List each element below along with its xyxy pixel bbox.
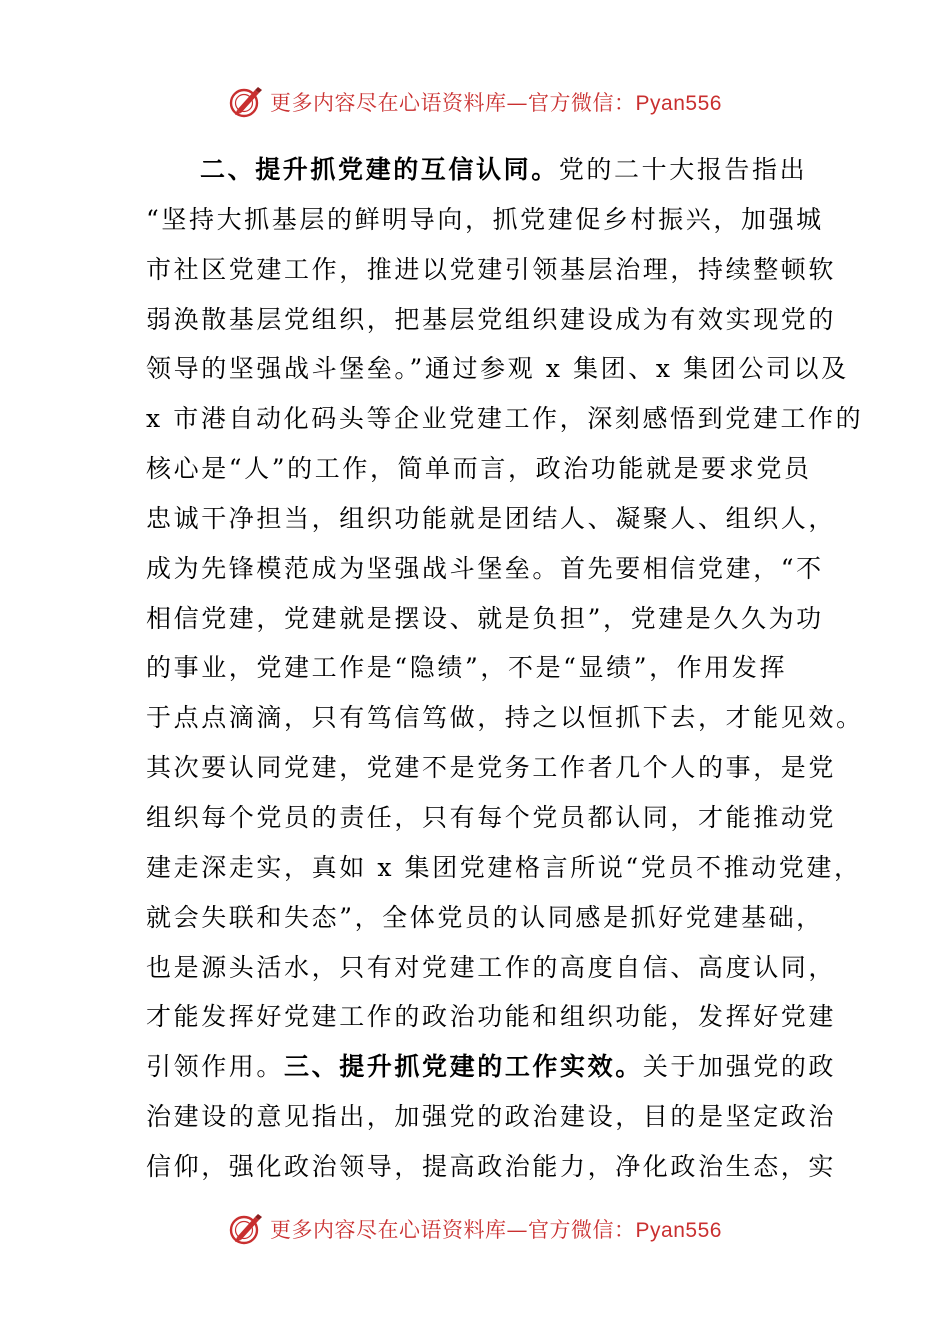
line-text: 市社区党建工作，推进以党建引领基层治理，持续整顿软 — [146, 254, 837, 284]
paragraph-line — [146, 195, 824, 245]
footer-watermark — [0, 1207, 950, 1251]
watermark-label: 官方微信： — [528, 1218, 636, 1242]
watermark-dash: — — [506, 1218, 529, 1242]
line-text: “坚持大抓基层的鲜明导向，抓党建促乡村振兴，加强城 — [146, 204, 824, 234]
line-text: 忠诚干净担当，组织功能就是团结人、凝聚人、组织人， — [146, 503, 837, 533]
line-text: 于点点滴滴，只有笃信笃做，持之以恒抓下去，才能见效。 — [146, 703, 864, 733]
watermark-group — [228, 84, 722, 120]
paragraph-line — [146, 793, 837, 843]
paragraph-line — [146, 295, 837, 345]
line-text: 就会失联和失态”，全体党员的认同感是抓好党建基础， — [146, 902, 824, 932]
paragraph-line — [146, 145, 808, 195]
watermark-text — [270, 1214, 722, 1244]
paragraph-line — [146, 594, 824, 644]
paragraph-line — [146, 344, 849, 394]
paragraph-line — [146, 245, 837, 295]
section-heading: 三、提升抓党建的工作实效。 — [284, 1052, 643, 1082]
paragraph-line — [146, 943, 837, 993]
line-text: 关于加强党的政 — [642, 1052, 837, 1082]
watermark-dash: — — [506, 91, 529, 115]
paragraph-line — [146, 893, 824, 943]
paragraph-line — [146, 992, 837, 1042]
line-text: 建走深走实，真如 x 集团党建格言所说“党员不推动党建， — [146, 852, 862, 882]
line-text: 引领作用。 — [146, 1052, 285, 1082]
paragraph-line — [146, 693, 864, 743]
line-text: 成为先锋模范成为坚强战斗堡垒。首先要相信党建，“不 — [146, 553, 824, 583]
paragraph-line — [146, 394, 864, 444]
paragraph-line — [146, 1092, 837, 1142]
watermark-group — [228, 1211, 722, 1247]
line-text: x 市港自动化码头等企业党建工作，深刻感悟到党建工作的 — [146, 404, 864, 434]
paragraph-line — [146, 444, 812, 494]
watermark-wechat-id: Pyan556 — [635, 1219, 722, 1242]
watermark-title: 更多内容尽在心语资料库 — [270, 91, 507, 115]
watermark-title: 更多内容尽在心语资料库 — [270, 1218, 507, 1242]
paragraph-line — [146, 643, 808, 693]
line-text: 党的二十大报告指出 — [558, 155, 808, 184]
line-text: 核心是“人”的工作，简单而言，政治功能就是要求党员 — [146, 454, 812, 484]
paragraph-line — [146, 743, 837, 793]
line-text: 领导的坚强战斗堡垒。”通过参观 x 集团、x 集团公司以及 — [146, 354, 849, 384]
line-text: 才能发挥好党建工作的政治功能和组织功能，发挥好党建 — [146, 1002, 837, 1032]
paragraph-line — [146, 544, 824, 594]
watermark-wechat-id: Pyan556 — [635, 92, 722, 115]
paragraph-line — [146, 1142, 837, 1192]
paragraph-line — [146, 1042, 837, 1092]
pen-seal-logo-icon — [228, 84, 264, 120]
watermark-text — [270, 87, 722, 117]
document-body — [146, 145, 864, 1192]
paragraph-line — [146, 494, 837, 544]
line-text: 弱涣散基层党组织，把基层党组织建设成为有效实现党的 — [146, 304, 837, 334]
pen-seal-logo-icon — [228, 1211, 264, 1247]
line-text: 相信党建，党建就是摆设、就是负担”，党建是久久为功 — [146, 603, 824, 633]
line-text: 治建设的意见指出，加强党的政治建设，目的是坚定政治 — [146, 1102, 837, 1132]
line-text: 也是源头活水，只有对党建工作的高度自信、高度认同， — [146, 952, 837, 982]
line-text: 的事业，党建工作是“隐绩”，不是“显绩”，作用发挥 — [146, 653, 788, 683]
line-text: 组织每个党员的责任，只有每个党员都认同，才能推动党 — [146, 802, 837, 832]
paragraph-line — [146, 843, 862, 893]
section-heading: 二、提升抓党建的互信认同。 — [200, 155, 559, 184]
line-text: 其次要认同党建，党建不是党务工作者几个人的事，是党 — [146, 753, 837, 783]
line-text: 信仰，强化政治领导，提高政治能力，净化政治生态，实 — [146, 1151, 837, 1181]
header-watermark — [0, 80, 950, 124]
watermark-label: 官方微信： — [528, 91, 636, 115]
